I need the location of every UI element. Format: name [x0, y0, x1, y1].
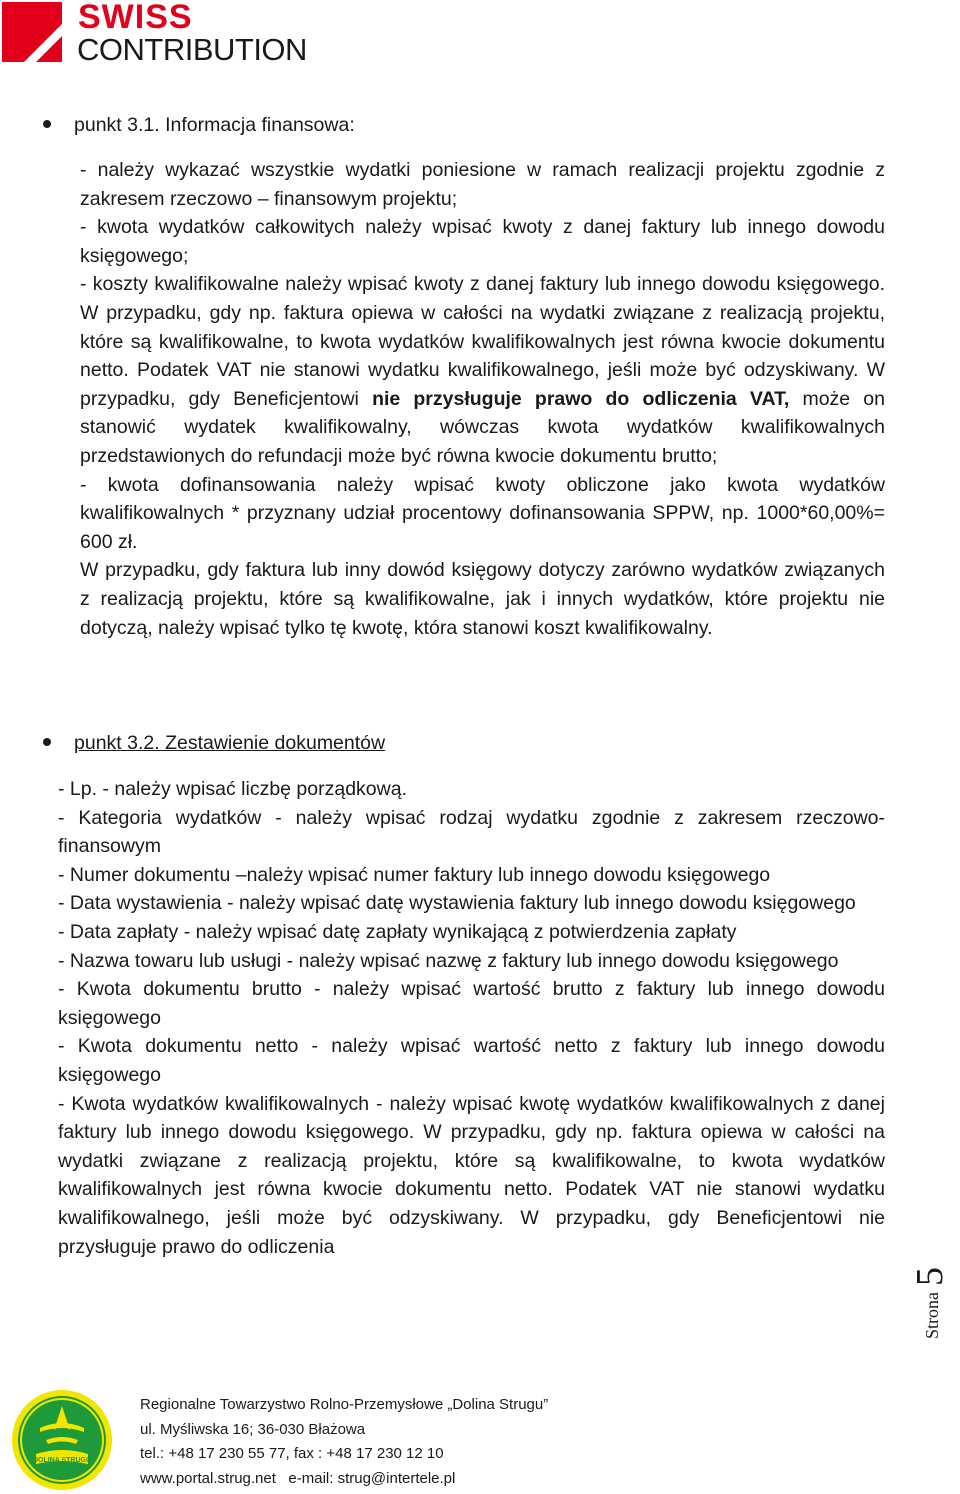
list-item: - Data zapłaty - należy wpisać datę zapłaty wynikającą z potwierdzenia zapłaty — [58, 920, 737, 943]
page-word: Strona — [922, 1292, 942, 1339]
list-item: - Nazwa towaru lub usługi - należy wpisać nazwę z faktury lub innego dowodu księgowego — [58, 949, 839, 972]
footer-contact — [140, 1393, 548, 1491]
list-item: - Kwota wydatków kwalifikowalnych - należy wpisać kwotę wydatków kwalifikowalnych z danej faktury lub innego dowodu księgowego. W przypadku, gdy np. faktura opiewa w całości na wydatki związane z realizacją projektu, które są kwalifikowalne, to kwota wydatków kwalifikowalnych jest równa kwocie dokumentu netto. Podatek VAT nie stanowi wydatku kwalifikowalnego, jeśli może być odzyskiwany. W przypadku, gdy Beneficjentowi nie przysługuje prawo do odliczenia — [58, 1092, 885, 1258]
bold-text: nie przysługuje prawo do odliczenia VAT, — [372, 387, 790, 410]
page-number-value: 5 — [909, 1267, 951, 1286]
footer-phone: tel.: +48 17 230 55 77, fax : +48 17 230 12 10 — [140, 1445, 444, 1462]
paragraph: - kwota dofinansowania należy wpisać kwoty obliczone jako kwota wydatków kwalifikowalnych * przyznany udział procentowy dofinansowania SPPW, np. 1000*60,00%= 600 zł. — [80, 473, 885, 553]
section-1-title: punkt 3.1. Informacja finansowa: — [74, 114, 355, 136]
swiss-flag-icon — [2, 2, 62, 62]
section-1-heading — [40, 111, 355, 139]
logo-text: DOLINA STRUGU — [32, 1457, 92, 1464]
dolina-strugu-logo — [10, 1388, 114, 1492]
footer-address: ul. Myśliwska 16; 36-030 Błażowa — [140, 1420, 366, 1438]
paragraph: - kwota wydatków całkowitych należy wpisać kwoty z danej faktury lub innego dowodu księgowego; — [80, 216, 885, 267]
list-item: - Lp. - należy wpisać liczbę porządkową. — [58, 778, 407, 800]
footer-web-email[interactable]: www.portal.strug.net e-mail: strug@intertele.pl — [140, 1469, 456, 1487]
paragraph: - koszty kwalifikowalne należy wpisać kwoty z danej faktury lub innego dowodu księgowego. W przypadku, gdy np. faktura opiewa w całości na wydatki związane z realizacją projektu, które są kwalifikowalne, to kwota wydatków kwalifikowalnych jest równa kwocie dokumentu netto. Podatek VAT nie stanowi wydatku kwalifikowalnego, jeśli może być odzyskiwany. W przypadku, gdy Beneficjentowi nie przysługuje prawo do odliczenia VAT, może on stanowić wydatek kwalifikowalny, wówczas kwota wydatków kwalifikowalnych przedstawionych do refundacji może być równa kwocie dokumentu brutto; — [80, 273, 885, 467]
footer-org: Regionalne Towarzystwo Rolno-Przemysłowe „Dolina Strugu” — [140, 1396, 549, 1413]
list-item: - Kwota dokumentu netto - należy wpisać wartość netto z faktury lub innego dowodu księgowego — [58, 1035, 885, 1086]
list-item: - Numer dokumentu –należy wpisać numer faktury lub innego dowodu księgowego — [58, 863, 771, 886]
bullet-icon — [43, 120, 51, 128]
list-item: - Data wystawienia - należy wpisać datę wystawienia faktury lub innego dowodu księgowego — [58, 892, 856, 915]
paragraph: W przypadku, gdy faktura lub inny dowód księgowy dotyczy zarówno wydatków związanych z realizacją projektu, które są kwalifikowalne, jak i innych wydatków, które projektu nie dotyczą, należy wpisać tylko tę kwotę, która stanowi koszt kwalifikowalny. — [80, 559, 885, 639]
page-number — [910, 1258, 950, 1348]
section-2-title: punkt 3.2. Zestawienie dokumentów — [74, 732, 386, 754]
bullet-icon — [43, 738, 51, 746]
section-2-heading — [40, 729, 385, 757]
section-2-body — [58, 775, 885, 1261]
brand-bottom: CONTRIBUTION — [77, 32, 307, 67]
paragraph: - należy wykazać wszystkie wydatki poniesione w ramach realizacji projektu zgodnie z zakresem rzeczowo – finansowym projektu; — [80, 159, 885, 210]
list-item: - Kategoria wydatków - należy wpisać rodzaj wydatku zgodnie z zakresem rzeczowo-finansowym — [58, 806, 885, 858]
section-1-body — [80, 156, 885, 642]
list-item: - Kwota dokumentu brutto - należy wpisać wartość brutto z faktury lub innego dowodu księgowego — [58, 978, 885, 1029]
swiss-contribution-logo — [0, 0, 307, 70]
brand-top: SWISS — [78, 0, 193, 36]
